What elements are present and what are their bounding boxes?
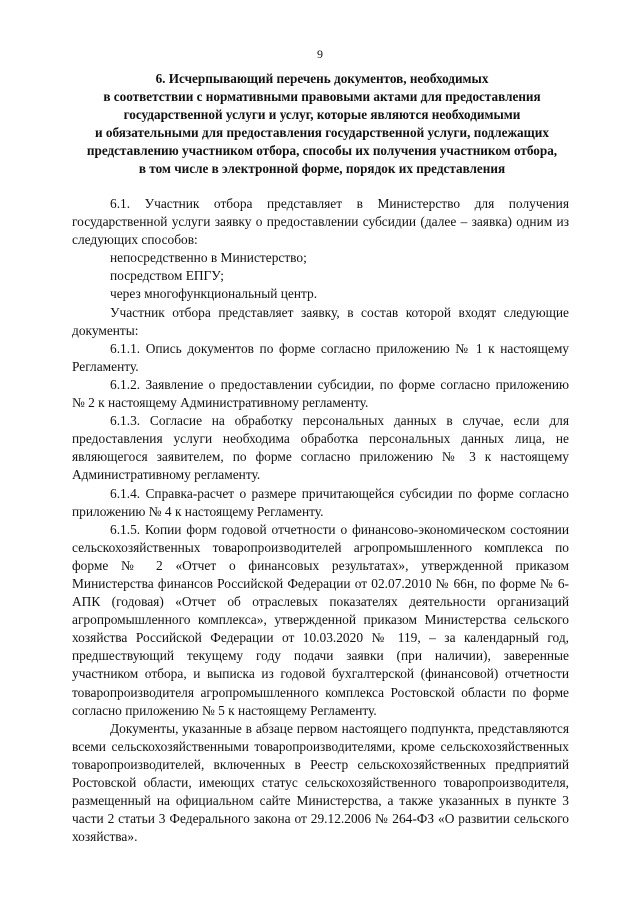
paragraph-6-1-5: 6.1.5. Копии форм годовой отчетности о финансово-экономическом состоянии сельскохозяйственных товаропроизводителей агропромышленного комплекса по форме № 2 «Отчет о финансовых результатах», утвержденной приказом Министерства финансов Российской Федерации от 02.07.2010 № 66н, по форме № 6-АПК (годовая) «Отчет об отраслевых показателях деятельности организаций агропромышленного комплекса», утвержденной приказом Министерства сельского хозяйства Российской Федерации от 10.03.2020 № 119, – за календарный год, предшествующий текущему году подачи заявки (при наличии), заверенные участником отбора, и выписка из годовой бухгалтерской (финансовой) отчетности товаропроизводителя агропромышленного комплекса Ростовской области по форме согласно приложению № 5 к настоящему Регламенту. xyxy=(72,521,569,718)
document-body xyxy=(72,195,569,846)
paragraph-6-1-4: 6.1.4. Справка-расчет о размере причитающейся субсидии по форме согласно приложению № 4 к настоящему Регламенту. xyxy=(72,485,569,519)
paragraph-6-1: 6.1. Участник отбора представляет в Министерство для получения государственной услуги заявку о предоставлении субсидии (далее – заявка) одним из следующих способов: xyxy=(72,196,569,248)
paragraph-documents-note: Документы, указанные в абзаце первом настоящего подпункта, представляются всеми сельскохозяйственными товаропроизводителями, кроме сельскохозяйственных товаропроизводителей, включенных в Реестр сельскохозяйственных предприятий Ростовской области, имеющих статус сельскохозяйственного товаропроизводителя, размещенный на официальном сайте Министерства, а также указанных в пункте 3 части 2 статьи 3 Федерального закона от 29.12.2006 № 264-ФЗ «О развитии сельского хозяйства». xyxy=(72,720,569,845)
submission-method-item: непосредственно в Министерство; xyxy=(110,250,307,266)
heading-line: 6. Исчерпывающий перечень документов, необходимых xyxy=(155,71,489,86)
submission-method-item: через многофункциональный центр. xyxy=(110,286,318,302)
heading-line: в том числе в электронной форме, порядок их представления xyxy=(138,161,506,176)
heading-line: и обязательными для предоставления государственной услуги, подлежащих xyxy=(95,125,549,140)
section-heading xyxy=(62,70,582,178)
paragraph-6-1-1: 6.1.1. Опись документов по форме согласно приложению № 1 к настоящему Регламенту. xyxy=(72,340,569,374)
submission-method-item: посредством ЕПГУ; xyxy=(110,268,224,284)
heading-line: представлению участником отбора, способы их получения участником отбора, xyxy=(86,143,558,158)
heading-line: в соответствии с нормативными правовыми актами для предоставления xyxy=(103,89,541,104)
paragraph-6-1-3: 6.1.3. Согласие на обработку персональных данных в случае, если для предоставления услуги необходима обработка персональных данных лица, не являющегося заявителем, по форме согласно приложению № 3 к настоящему Административному регламенту. xyxy=(72,413,569,483)
heading-line: государственной услуги и услуг, которые являются необходимыми xyxy=(123,107,521,122)
paragraph-6-1-2: 6.1.2. Заявление о предоставлении субсидии, по форме согласно приложению № 2 к настоящему Административному регламенту. xyxy=(72,376,569,411)
paragraph-documents-intro: Участник отбора представляет заявку, в состав которой входят следующие документы: xyxy=(72,304,569,338)
page-number: 9 xyxy=(317,47,323,61)
